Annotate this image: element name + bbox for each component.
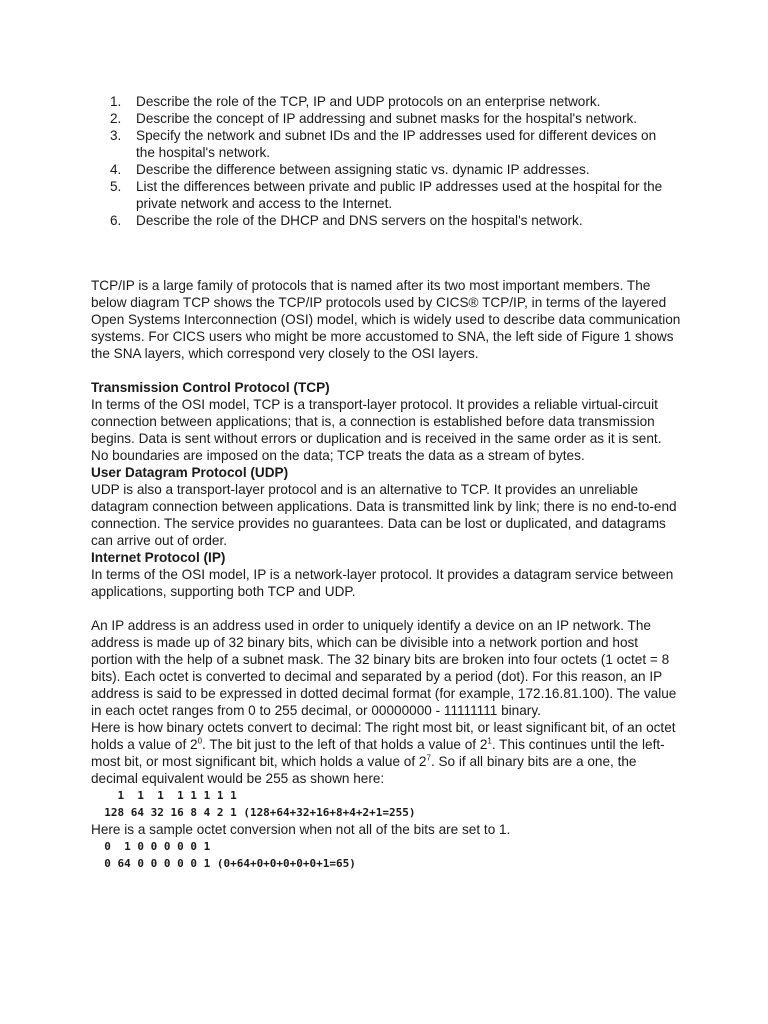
udp-heading: User Datagram Protocol (UDP) [91, 465, 289, 480]
example1-values: 128 64 32 16 8 4 2 1 (128+64+32+16+8+4+2+1=255) [91, 806, 416, 819]
objectives-list [108, 93, 678, 229]
ip-paragraph: In terms of the OSI model, IP is a network-layer protocol. It provides a datagram service between applications, supporting both TCP and UDP. [91, 567, 674, 599]
binary-conversion-paragraph: Here is how binary octets convert to decimal: The right most bit, or least significant bit, of an octet holds a value of $2^0$. The bit just to the left of that holds a value of $2^1$. This continues until the left-most bit, or most significant bit, which holds a value of $2^7$. So if all binary bits are a one, the decimal equivalent would be 255 as shown here: [91, 720, 676, 786]
list-item: 2. Describe the concept of IP addressing and subnet masks for the hospital's network. [110, 111, 638, 126]
list-item: 4. Describe the difference between assigning static vs. dynamic IP addresses. [110, 162, 590, 177]
list-item: 6. Describe the role of the DHCP and DNS servers on the hospital's network. [110, 213, 583, 228]
list-item: 5. List the differences between private and public IP addresses used at the hospital for the private network and access to the Internet. [110, 179, 663, 211]
example2-bits: 0 1 0 0 0 0 0 1 [91, 840, 211, 853]
example1-bits: 1 1 1 1 1 1 1 1 [91, 789, 237, 802]
list-item: 1. Describe the role of the TCP, IP and UDP protocols on an enterprise network. [110, 94, 601, 109]
tcp-heading: Transmission Control Protocol (TCP) [91, 380, 330, 395]
ip-address-paragraph: An IP address is an address used in order to uniquely identify a device on an IP network. The address is made up of 32 binary bits, which can be divisible into a network portion and host portion with the help of a subnet mask. The 32 binary bits are broken into four octets (1 octet = 8 bits). Each octet is converted to decimal and separated by a period (dot). For this reason, an IP address is said to be expressed in dotted decimal format (for example, 172.16.81.100). The value in each octet ranges from 0 to 255 decimal, or 00000000 - 11111111 binary. [91, 618, 677, 718]
udp-paragraph: UDP is also a transport-layer protocol and is an alternative to TCP. It provides an unreliable datagram connection between applications. Data is transmitted link by link; there is no end-to-end connection. The service provides no guarantees. Data can be lost or duplicated, and datagrams can arrive out of order. [91, 482, 677, 548]
list-item: 3. Specify the network and subnet IDs and the IP addresses used for different devices on the hospital's network. [110, 128, 657, 160]
tcp-paragraph: In terms of the OSI model, TCP is a transport-layer protocol. It provides a reliable virtual-circuit connection between applications; that is, a connection is established before data transmission begins. Data is sent without errors or duplication and is received in the same order as it is sent. No boundaries are imposed on the data; TCP treats the data as a stream of bytes. [91, 397, 662, 463]
example2-values: 0 64 0 0 0 0 0 1 (0+64+0+0+0+0+0+1=65) [91, 857, 356, 870]
ip-heading: Internet Protocol (IP) [91, 550, 226, 565]
document-body [91, 277, 681, 872]
intro-paragraph: TCP/IP is a large family of protocols that is named after its two most important members. The below diagram TCP shows the TCP/IP protocols used by CICS® TCP/IP, in terms of the layered Open Systems Interconnection (OSI) model, which is widely used to describe data communication systems. For CICS users who might be more accustomed to SNA, the left side of Figure 1 shows the SNA layers, which correspond very closely to the OSI layers. [91, 278, 681, 361]
sample-intro: Here is a sample octet conversion when not all of the bits are set to 1. [91, 822, 511, 837]
